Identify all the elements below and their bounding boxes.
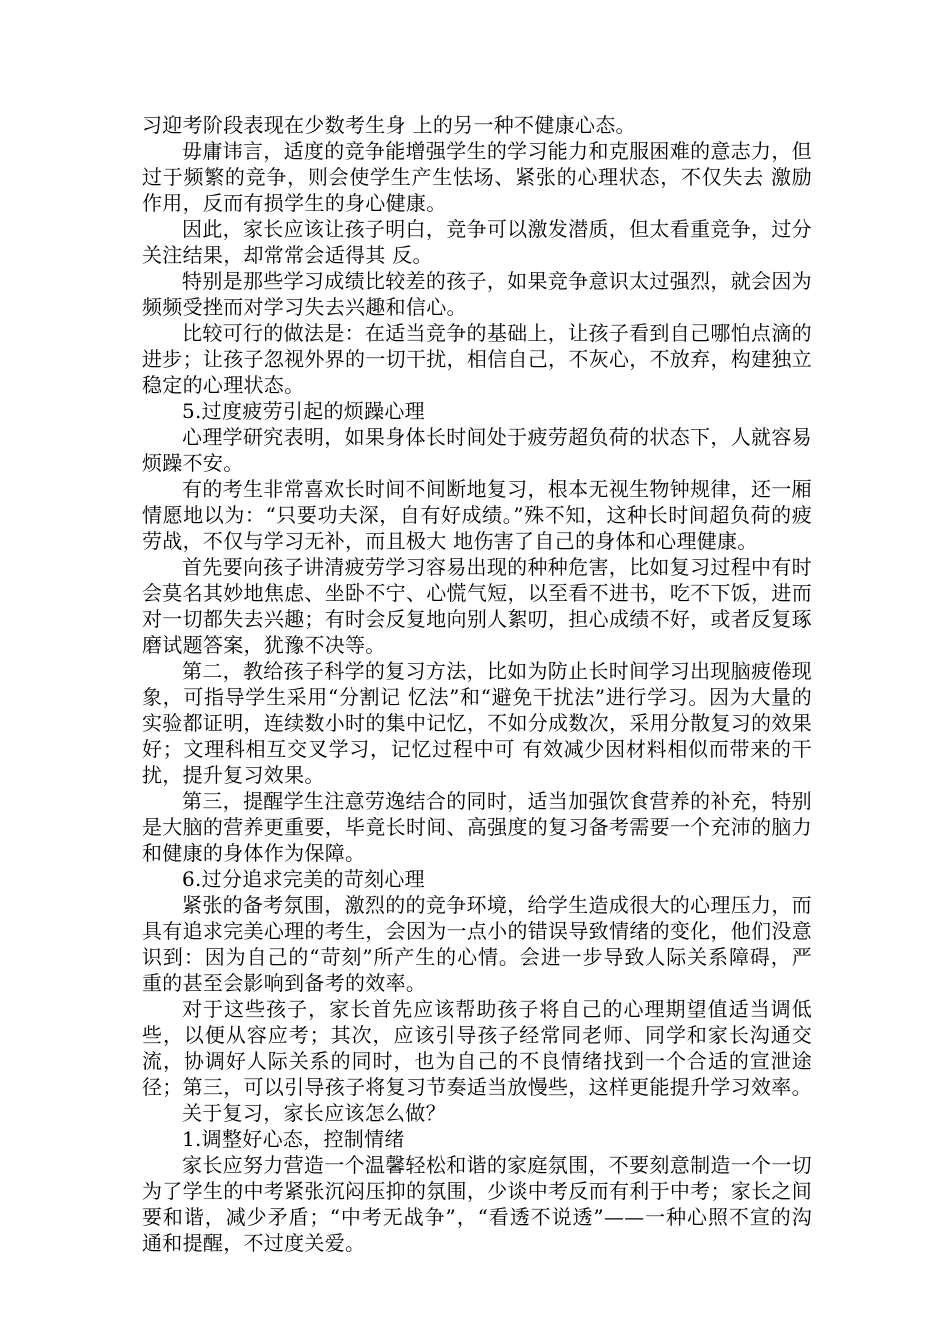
paragraph: 对于这些孩子，家长首先应该帮助孩子将自己的心理期望值适当调低些，以便从容应考；其次，应该引导孩子经常同老师、同学和家长沟通交流，协调好人际关系的同时，也为自己的不良情绪找到一个合适的宣泄途径；第三，可以引导孩子将复习节奏适当放慢些，这样更能提升学习效率。: [142, 997, 812, 1099]
paragraph: 习迎考阶段表现在少数考生身 上的另一种不健康心态。: [142, 113, 636, 137]
paragraph: 有的考生非常喜欢长时间不间断地复习，根本无视生物钟规律，还一厢情愿地以为：“只要功夫深，自有好成绩。”殊不知，这种长时间超负荷的疲劳战，不仅与学习无补，而且极大 地伤害了自己的身体和心理健康。: [142, 477, 812, 553]
document-page: [142, 112, 812, 1256]
paragraph: 心理学研究表明，如果身体长时间处于疲劳超负荷的状态下，人就容易烦躁不安。: [142, 425, 812, 475]
paragraph: 关于复习，家长应该怎么做？: [182, 1101, 446, 1125]
section-heading: 6.过分追求完美的苛刻心理: [182, 867, 425, 891]
paragraph: 家长应努力营造一个温馨轻松和谐的家庭氛围，不要刻意制造一个一切为了学生的中考紧张沉闷压抑的氛围，少谈中考反而有利于中考；家长之间要和谐，减少矛盾；“中考无战争”，“看透不说透”——一种心照不宣的沟通和提醒，不过度关爱。: [142, 1153, 812, 1255]
paragraph: 特别是那些学习成绩比较差的孩子，如果竞争意识太过强烈，就会因为频频受挫而对学习失去兴趣和信心。: [142, 269, 812, 319]
paragraph: 首先要向孩子讲清疲劳学习容易出现的种种危害，比如复习过程中有时会莫名其妙地焦虑、坐卧不宁、心慌气短，以至看不进书，吃不下饭，进而对一切都失去兴趣；有时会反复地向别人絮叨，担心成绩不好，或者反复琢磨试题答案，犹豫不决等。: [142, 555, 812, 657]
paragraph: 紧张的备考氛围，激烈的的竞争环境，给学生造成很大的心理压力，而具有追求完美心理的考生，会因为一点小的错误导致情绪的变化，他们没意识到：因为自己的“苛刻”所产生的心情。会进一步导致人际关系障碍，严重的甚至会影响到备考的效率。: [142, 893, 812, 995]
section-heading: 5.过度疲劳引起的烦躁心理: [182, 399, 425, 423]
paragraph: 因此，家长应该让孩子明白，竞争可以激发潜质，但太看重竞争，过分关注结果，却常常会适得其 反。: [142, 217, 812, 267]
paragraph: 第三，提醒学生注意劳逸结合的同时，适当加强饮食营养的补充，特别是大脑的营养更重要，毕竟长时间、高强度的复习备考需要一个充沛的脑力和健康的身体作为保障。: [142, 789, 812, 865]
section-heading: 1.调整好心态，控制情绪: [182, 1127, 405, 1151]
paragraph: 第二，教给孩子科学的复习方法，比如为防止长时间学习出现脑疲倦现象，可指导学生采用“分割记 忆法”和“避免干扰法”进行学习。因为大量的实验都证明，连续数小时的集中记忆，不如分成数次，采用分散复习的效果好；文理科相互交叉学习，记忆过程中可 有效减少因材料相似而带来的干扰，提升复习效果。: [142, 659, 812, 787]
paragraph: 毋庸讳言，适度的竞争能增强学生的学习能力和克服困难的意志力，但过于频繁的竞争，则会使学生产生怯场、紧张的心理状态，不仅失去 激励作用，反而有损学生的身心健康。: [142, 139, 812, 215]
paragraph: 比较可行的做法是：在适当竞争的基础上，让孩子看到自己哪怕点滴的进步；让孩子忽视外界的一切干扰，相信自己，不灰心，不放弃，构建独立稳定的心理状态。: [142, 321, 812, 397]
